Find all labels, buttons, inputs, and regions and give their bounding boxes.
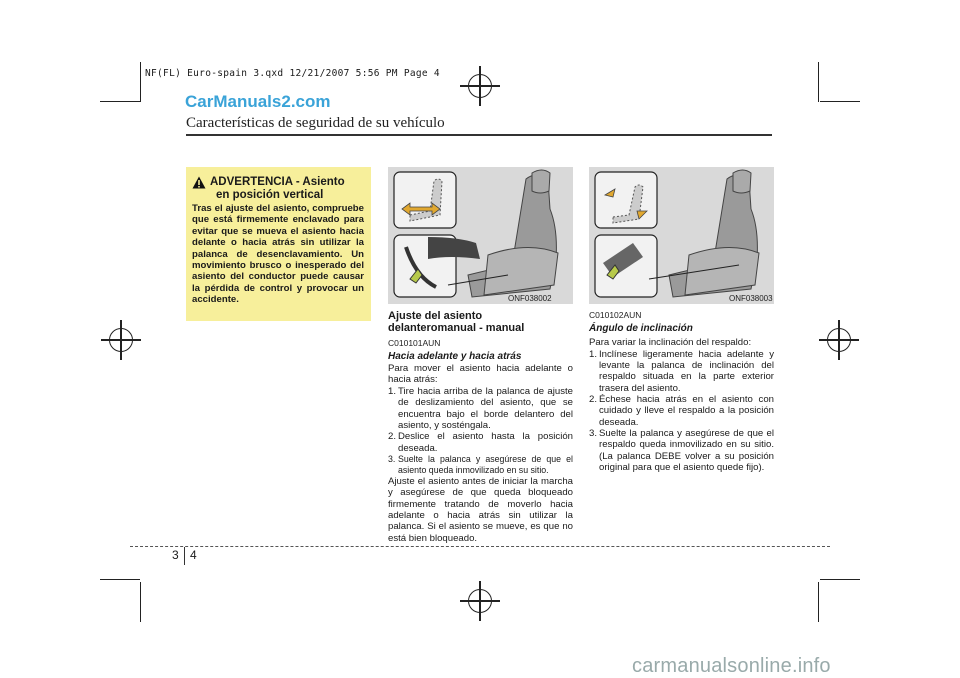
warning-title — [196, 176, 345, 202]
page-number: 4 — [190, 548, 197, 562]
list-item — [388, 431, 573, 454]
crop-mark — [140, 582, 141, 622]
step-text: Inclínese ligeramente hacia adelante y levante la palanca de inclinación del respaldo situada en la parte exterior trasera del asiento. — [599, 348, 774, 394]
crop-mark — [820, 101, 860, 102]
step-text: Suelte la palanca y asegúrese de que el asiento queda inmovilizado en su sitio. — [398, 453, 573, 475]
step-number: 3. — [589, 427, 598, 439]
footer-watermark[interactable]: carmanualsonline.info — [632, 655, 831, 677]
step-number: 2. — [388, 431, 397, 443]
figure1-code: ONF038002 — [508, 294, 552, 303]
list-item — [388, 386, 573, 431]
step-text: Deslice el asiento hasta la posición deseada. — [398, 431, 573, 454]
warning-body: Tras el ajuste del asiento, compruebe que está firmemente enclavado para evitar que se mueva el asiento hacia delante o hacia atrás sin utilizar la palanca de desenclavamiento. Un movimiento brusco o inesperado del asiento del conductor puede causar la pérdida de control y provocar un accidente. — [192, 203, 364, 306]
page-rule — [130, 546, 830, 547]
section-seat-adjust — [388, 310, 573, 544]
watermark-link[interactable]: CarManuals2.com — [185, 92, 331, 111]
page-header: Características de seguridad de su vehículo — [186, 115, 445, 131]
step-text: Tire hacia arriba de la palanca de ajuste de deslizamiento del asiento, que se encuentra bajo el borde delantero del asiento, y sosténgala. — [398, 386, 573, 432]
step-text: Suelte la palanca y asegúrese de que el respaldo queda inmovilizado en su sitio. (La palanca DEBE volver a su posición original para que el asiento quede fijo). — [599, 427, 774, 473]
list-item — [589, 394, 774, 428]
list-item — [589, 349, 774, 394]
crop-mark — [820, 579, 860, 580]
header-rule — [186, 134, 772, 136]
crop-mark — [818, 62, 819, 102]
warning-title-line2: en posición vertical — [216, 189, 324, 201]
step-number: 2. — [589, 394, 598, 406]
section2-intro: Para variar la inclinación del respaldo: — [589, 336, 752, 348]
crop-mark — [100, 101, 140, 102]
print-slug: NF(FL) Euro-spain 3.qxd 12/21/2007 5:56 PM Page 4 — [145, 68, 440, 79]
registration-mark-left — [101, 320, 141, 360]
section1-subtitle: Hacia adelante y hacia atrás — [388, 351, 522, 363]
warning-title-line1: ADVERTENCIA - Asiento — [210, 176, 345, 188]
step-number: 3. — [388, 453, 396, 464]
figure-seat-slide — [388, 167, 573, 304]
section1-title: Ajuste del asiento delanteromanual - manual — [388, 310, 525, 334]
crop-mark — [100, 579, 140, 580]
figure-seat-recline — [589, 167, 774, 304]
step-text: Échese hacia atrás en el asiento con cuidado y lleve el respaldo a la posición deseada. — [599, 394, 774, 428]
list-item — [589, 428, 774, 473]
section1-outro: Ajuste el asiento antes de iniciar la marcha y asegúrese de que queda bloqueado firmemente tratando de moverlo hacia adelante o hacia atrás sin utilizar la palanca. Si el asiento se mueve, es que no está bien bloqueado. — [388, 476, 573, 544]
seat-recline-illustration — [589, 167, 774, 304]
figure2-code: ONF038003 — [729, 294, 773, 303]
crop-mark — [818, 582, 819, 622]
section2-code: C010102AUN — [589, 310, 642, 320]
section1-intro: Para mover el asiento hacia adelante o hacia atrás: — [388, 362, 573, 385]
list-item — [388, 454, 573, 475]
registration-mark-bottom — [460, 581, 500, 621]
page-number-divider — [184, 547, 185, 565]
crop-mark — [140, 62, 141, 102]
seat-slide-illustration — [388, 167, 573, 304]
section-recline — [589, 310, 774, 473]
chapter-number: 3 — [172, 548, 179, 562]
section1-code: C010101AUN — [388, 338, 441, 348]
step-number: 1. — [388, 386, 397, 398]
registration-mark-right — [819, 320, 859, 360]
step-number: 1. — [589, 348, 598, 360]
registration-mark-top — [460, 66, 500, 106]
section2-subtitle: Ángulo de inclinación — [589, 323, 693, 335]
